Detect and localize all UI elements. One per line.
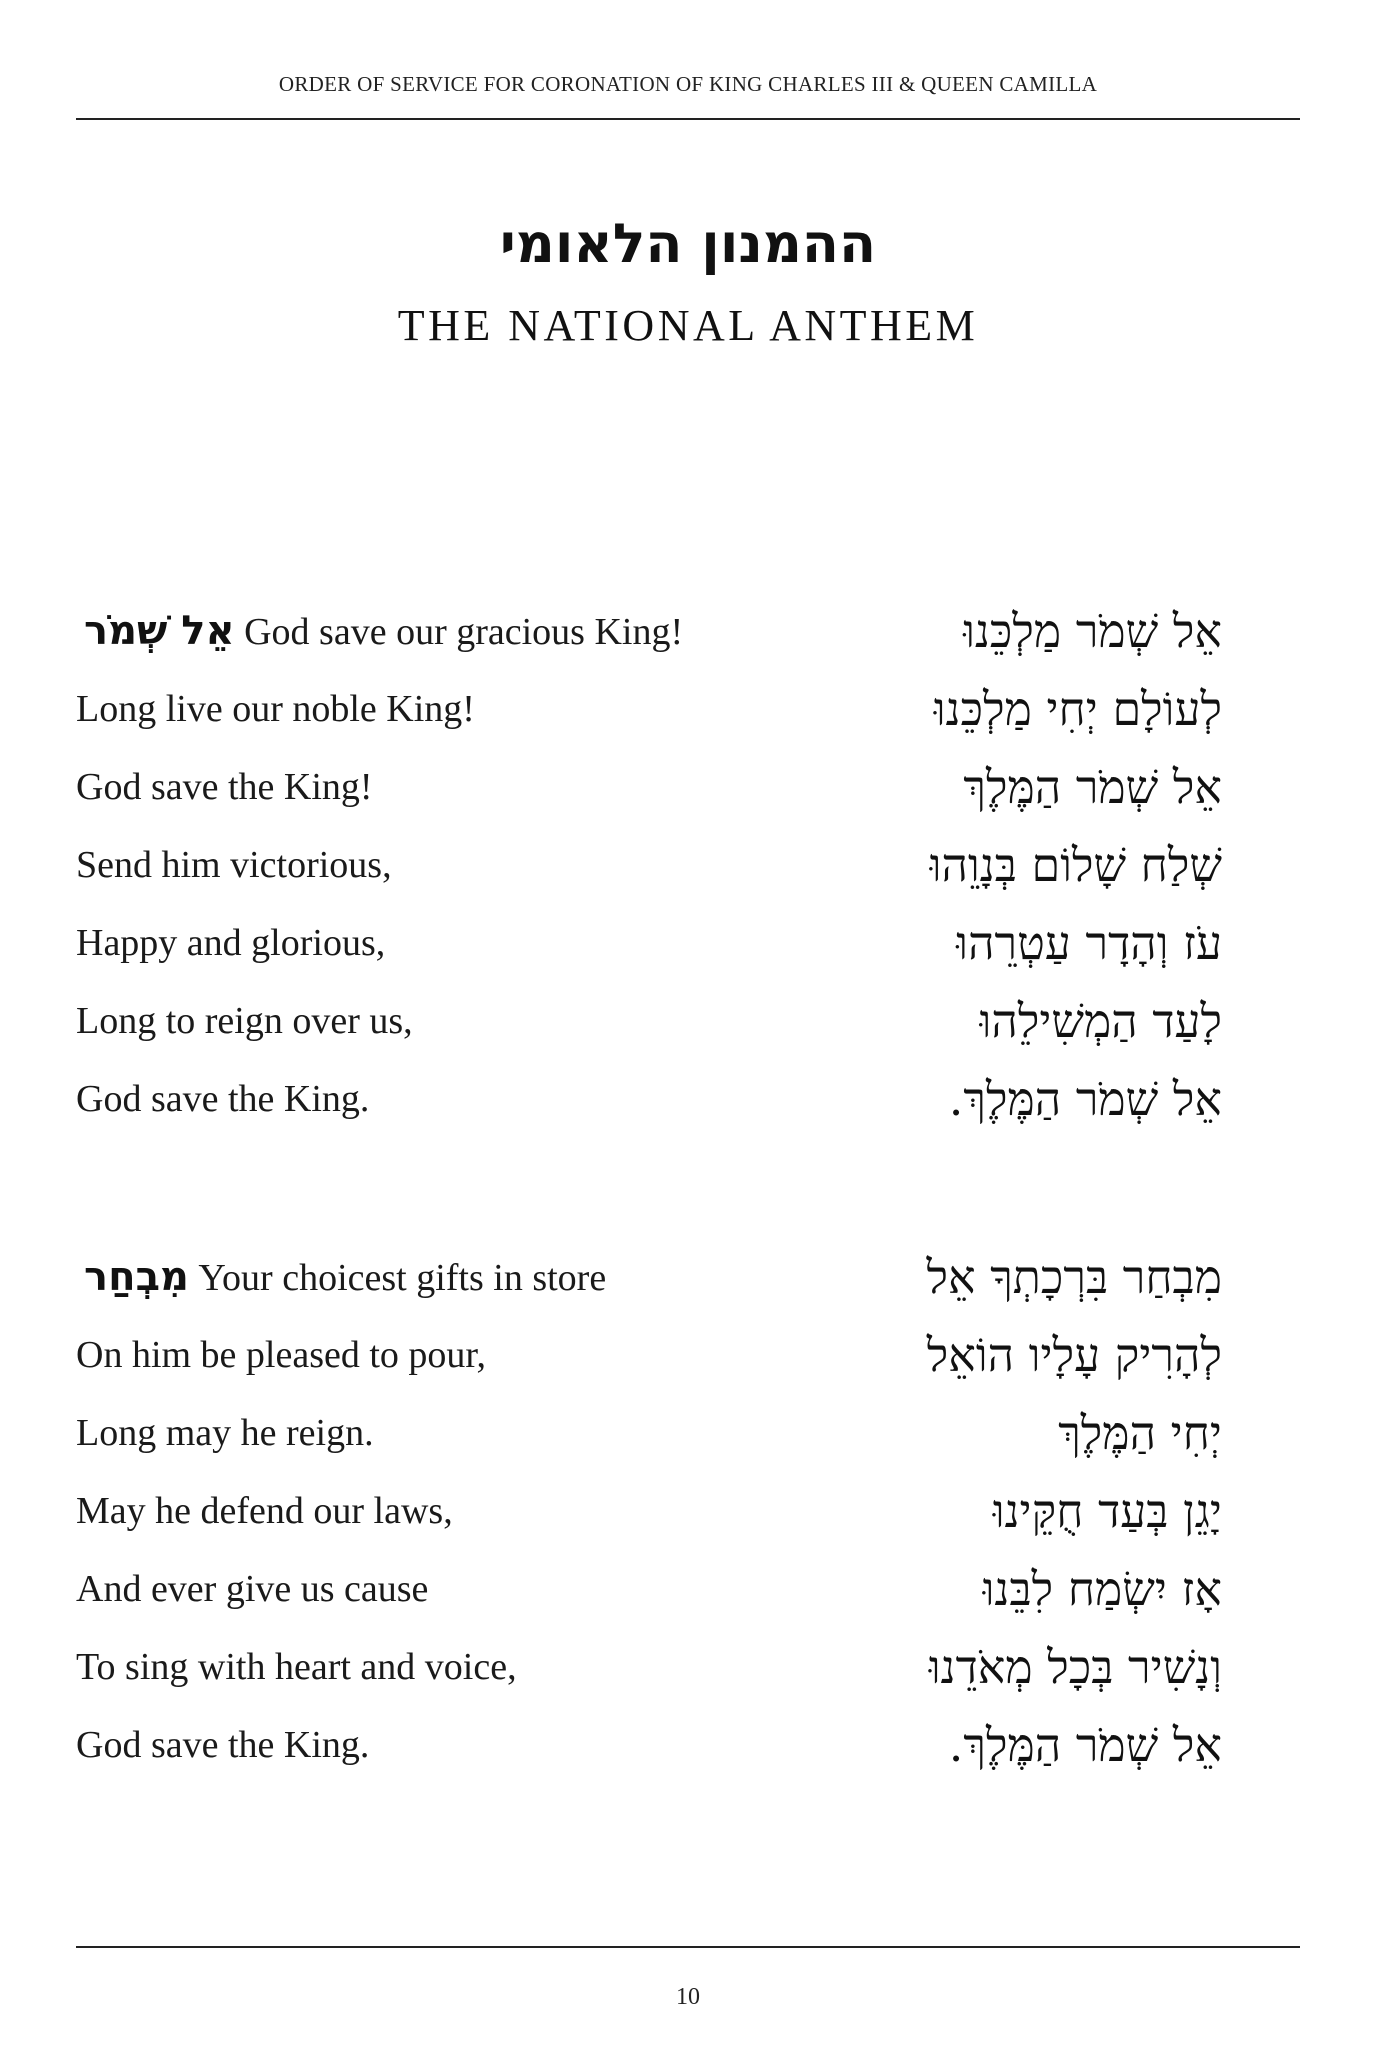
verse-1-hebrew-line-7: אֵל שְׁמֹר הַמֶּלֶךְ. xyxy=(948,1072,1222,1126)
verse-1-lead-hebrew: אֵל שְׁמֹר xyxy=(84,608,235,654)
hebrew-title: ההמנון הלאומי xyxy=(499,212,877,275)
verse-2-hebrew-line-4: יָגֵן בְּעַד חֻקֵּינוּ xyxy=(992,1484,1222,1538)
verse-1-hebrew-line-1: אֵל שְׁמֹר מַלְכֵּנוּ xyxy=(963,604,1222,658)
verse-1-hebrew-line-2: לְעוֹלָם יְחִי מַלְכֵּנוּ xyxy=(933,682,1222,736)
verse-2-hebrew-line-3: יְחִי הַמֶּלֶךְ xyxy=(1058,1406,1222,1460)
running-header: ORDER OF SERVICE FOR CORONATION OF KING CHARLES III & QUEEN CAMILLA xyxy=(278,72,1098,96)
verse-2-english-line-1 xyxy=(76,1238,796,1316)
verse-1-english-line-7: God save the King. xyxy=(76,1078,370,1120)
verse-line-text: Your choicest gifts in store xyxy=(198,1257,607,1299)
verse-2-hebrew-line-1: מִבְחַר בִּרְכָתְךָ אֵל xyxy=(926,1250,1222,1304)
verse-1-english-line-3: God save the King! xyxy=(76,766,373,808)
verse-2-english-line-7: God save the King. xyxy=(76,1724,370,1766)
verse-2-english-line-5: And ever give us cause xyxy=(76,1568,429,1610)
verse-1-english-line-1 xyxy=(76,592,796,670)
verse-2-hebrew-line-7: אֵל שְׁמֹר הַמֶּלֶךְ. xyxy=(948,1718,1222,1772)
verse-2-english-line-3: Long may he reign. xyxy=(76,1412,374,1454)
verse-2-hebrew-line-2: לְהָרִיק עָלָיו הוֹאֵל xyxy=(926,1328,1222,1382)
verse-1-english-line-6: Long to reign over us, xyxy=(76,1000,413,1042)
verse-1-hebrew-line-6: לָעַד הַמְשִׁילֵהוּ xyxy=(979,994,1222,1048)
verse-2-english-line-4: May he defend our laws, xyxy=(76,1490,453,1532)
verse-1-english xyxy=(76,592,796,1138)
verse-1-hebrew-line-5: עֹז וְהָדָר עַטְרֵהוּ xyxy=(956,916,1222,970)
verse-2-lead-hebrew: מִבְחַר xyxy=(84,1254,189,1300)
verse-1-english-line-4: Send him victorious, xyxy=(76,844,392,886)
verse-1-english-line-2: Long live our noble King! xyxy=(76,688,475,730)
verse-2-english-line-2: On him be pleased to pour, xyxy=(76,1334,487,1376)
verse-2-english-line-6: To sing with heart and voice, xyxy=(76,1646,517,1688)
verse-1-english-line-5: Happy and glorious, xyxy=(76,922,386,964)
verse-1-hebrew-line-3: אֵל שְׁמֹר הַמֶּלֶךְ xyxy=(963,760,1222,814)
verse-1-hebrew xyxy=(702,592,1222,1138)
verse-line-text: God save our gracious King! xyxy=(244,611,684,653)
page-number: 10 xyxy=(676,1984,700,2010)
english-title: THE NATIONAL ANTHEM xyxy=(397,301,979,350)
verse-2-hebrew-line-6: וְנָשִׁיר בְּכָל מְאֹדֵנוּ xyxy=(928,1640,1222,1694)
verse-2-hebrew-line-5: אָז יִשְׂמַח לִבֵּנוּ xyxy=(982,1562,1222,1616)
verse-1-hebrew-line-4: שְׁלַח שָׁלוֹם בְּנָוֵהוּ xyxy=(929,838,1222,892)
header-rule xyxy=(76,118,1300,120)
verse-2-english xyxy=(76,1238,796,1784)
footer-rule xyxy=(76,1946,1300,1948)
verse-2-hebrew xyxy=(702,1238,1222,1784)
